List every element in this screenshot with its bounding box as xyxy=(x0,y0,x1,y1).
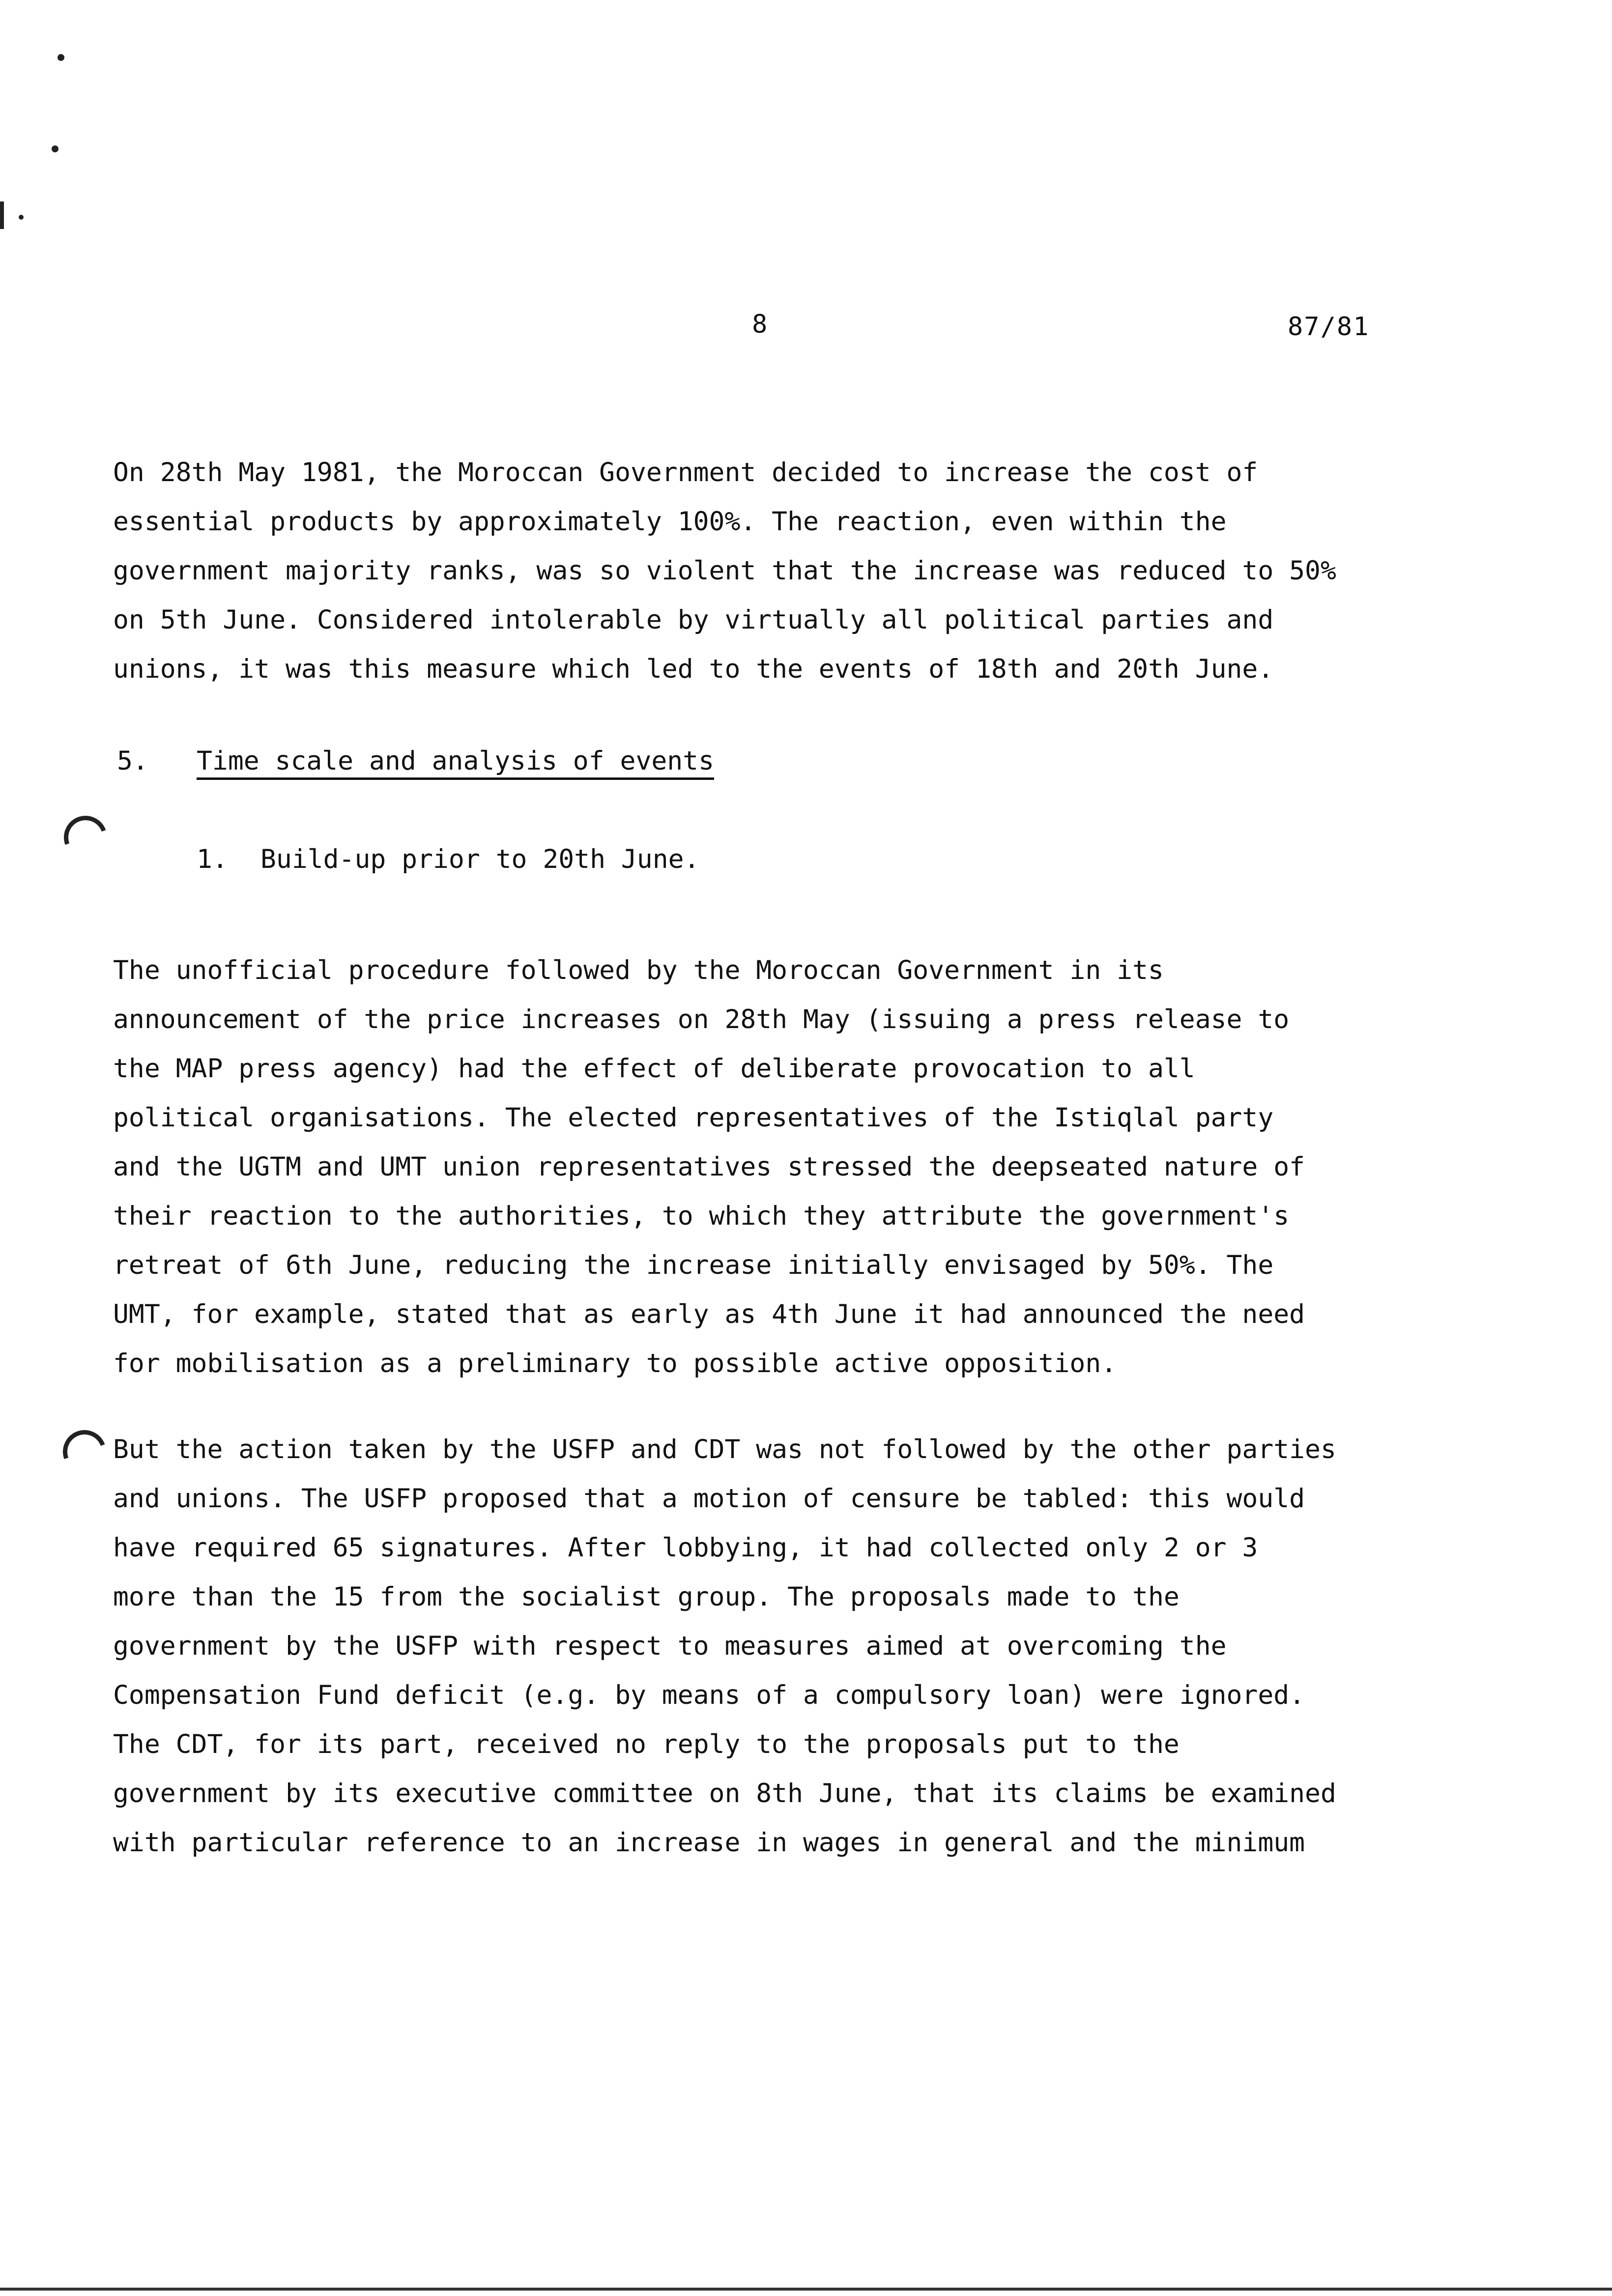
text-line: their reaction to the authorities, to which they attribute the government's xyxy=(113,1201,1290,1231)
text-line: retreat of 6th June, reducing the increase initially envisaged by 50%. The xyxy=(113,1250,1274,1280)
text-line: the MAP press agency) had the effect of deliberate provocation to all xyxy=(113,1054,1195,1084)
text-line: government by its executive committee on 8th June, that its claims be examined xyxy=(113,1779,1336,1808)
text-line: more than the 15 from the socialist group. The proposals made to the xyxy=(113,1582,1180,1612)
text-line: On 28th May 1981, the Moroccan Government decided to increase the cost of xyxy=(113,458,1258,488)
text-line: The unofficial procedure followed by the Moroccan Government in its xyxy=(113,955,1164,985)
scan-speck xyxy=(58,54,64,61)
scan-speck xyxy=(19,215,24,220)
text-line: have required 65 signatures. After lobbying, it had collected only 2 or 3 xyxy=(113,1533,1258,1563)
text-line: unions, it was this measure which led to the events of 18th and 20th June. xyxy=(113,654,1274,684)
text-line: political organisations. The elected representatives of the Istiqlal party xyxy=(113,1103,1274,1133)
document-reference: 87/81 xyxy=(1288,312,1370,342)
text-line: and the UGTM and UMT union representatives stressed the deepseated nature of xyxy=(113,1152,1305,1182)
scan-edge-mark xyxy=(0,201,4,229)
paragraph-procedure xyxy=(113,946,1401,1388)
text-line: government by the USFP with respect to measures aimed at overcoming the xyxy=(113,1631,1227,1661)
text-line: UMT, for example, stated that as early as 4th June it had announced the need xyxy=(113,1299,1305,1329)
margin-bracket-mark xyxy=(57,809,115,866)
text-line: essential products by approximately 100%. The reaction, even within the xyxy=(113,507,1227,537)
scan-speck xyxy=(52,145,58,152)
subsection-heading: Build-up prior to 20th June. xyxy=(260,844,700,874)
text-line: The CDT, for its part, received no reply to the proposals put to the xyxy=(113,1729,1180,1759)
text-line: on 5th June. Considered intolerable by virtually all political parties and xyxy=(113,605,1274,635)
paragraph-intro xyxy=(113,448,1401,694)
page-bottom-edge xyxy=(0,2288,1612,2291)
text-line: for mobilisation as a preliminary to possible active opposition. xyxy=(113,1349,1117,1378)
text-line: with particular reference to an increase in wages in general and the minimum xyxy=(113,1828,1305,1858)
text-line: But the action taken by the USFP and CDT was not followed by the other parties xyxy=(113,1435,1336,1464)
text-line: announcement of the price increases on 28th May (issuing a press release to xyxy=(113,1004,1290,1034)
page-number: 8 xyxy=(752,310,768,339)
section-heading: Time scale and analysis of events xyxy=(197,746,714,776)
margin-bracket-mark xyxy=(56,1423,114,1481)
section-number: 5. xyxy=(117,746,148,776)
subsection-number: 1. xyxy=(197,844,228,874)
paragraph-action xyxy=(113,1425,1401,1867)
text-line: Compensation Fund deficit (e.g. by means of a compulsory loan) were ignored. xyxy=(113,1680,1305,1710)
text-line: government majority ranks, was so violent that the increase was reduced to 50% xyxy=(113,556,1336,586)
text-line: and unions. The USFP proposed that a motion of censure be tabled: this would xyxy=(113,1484,1305,1514)
